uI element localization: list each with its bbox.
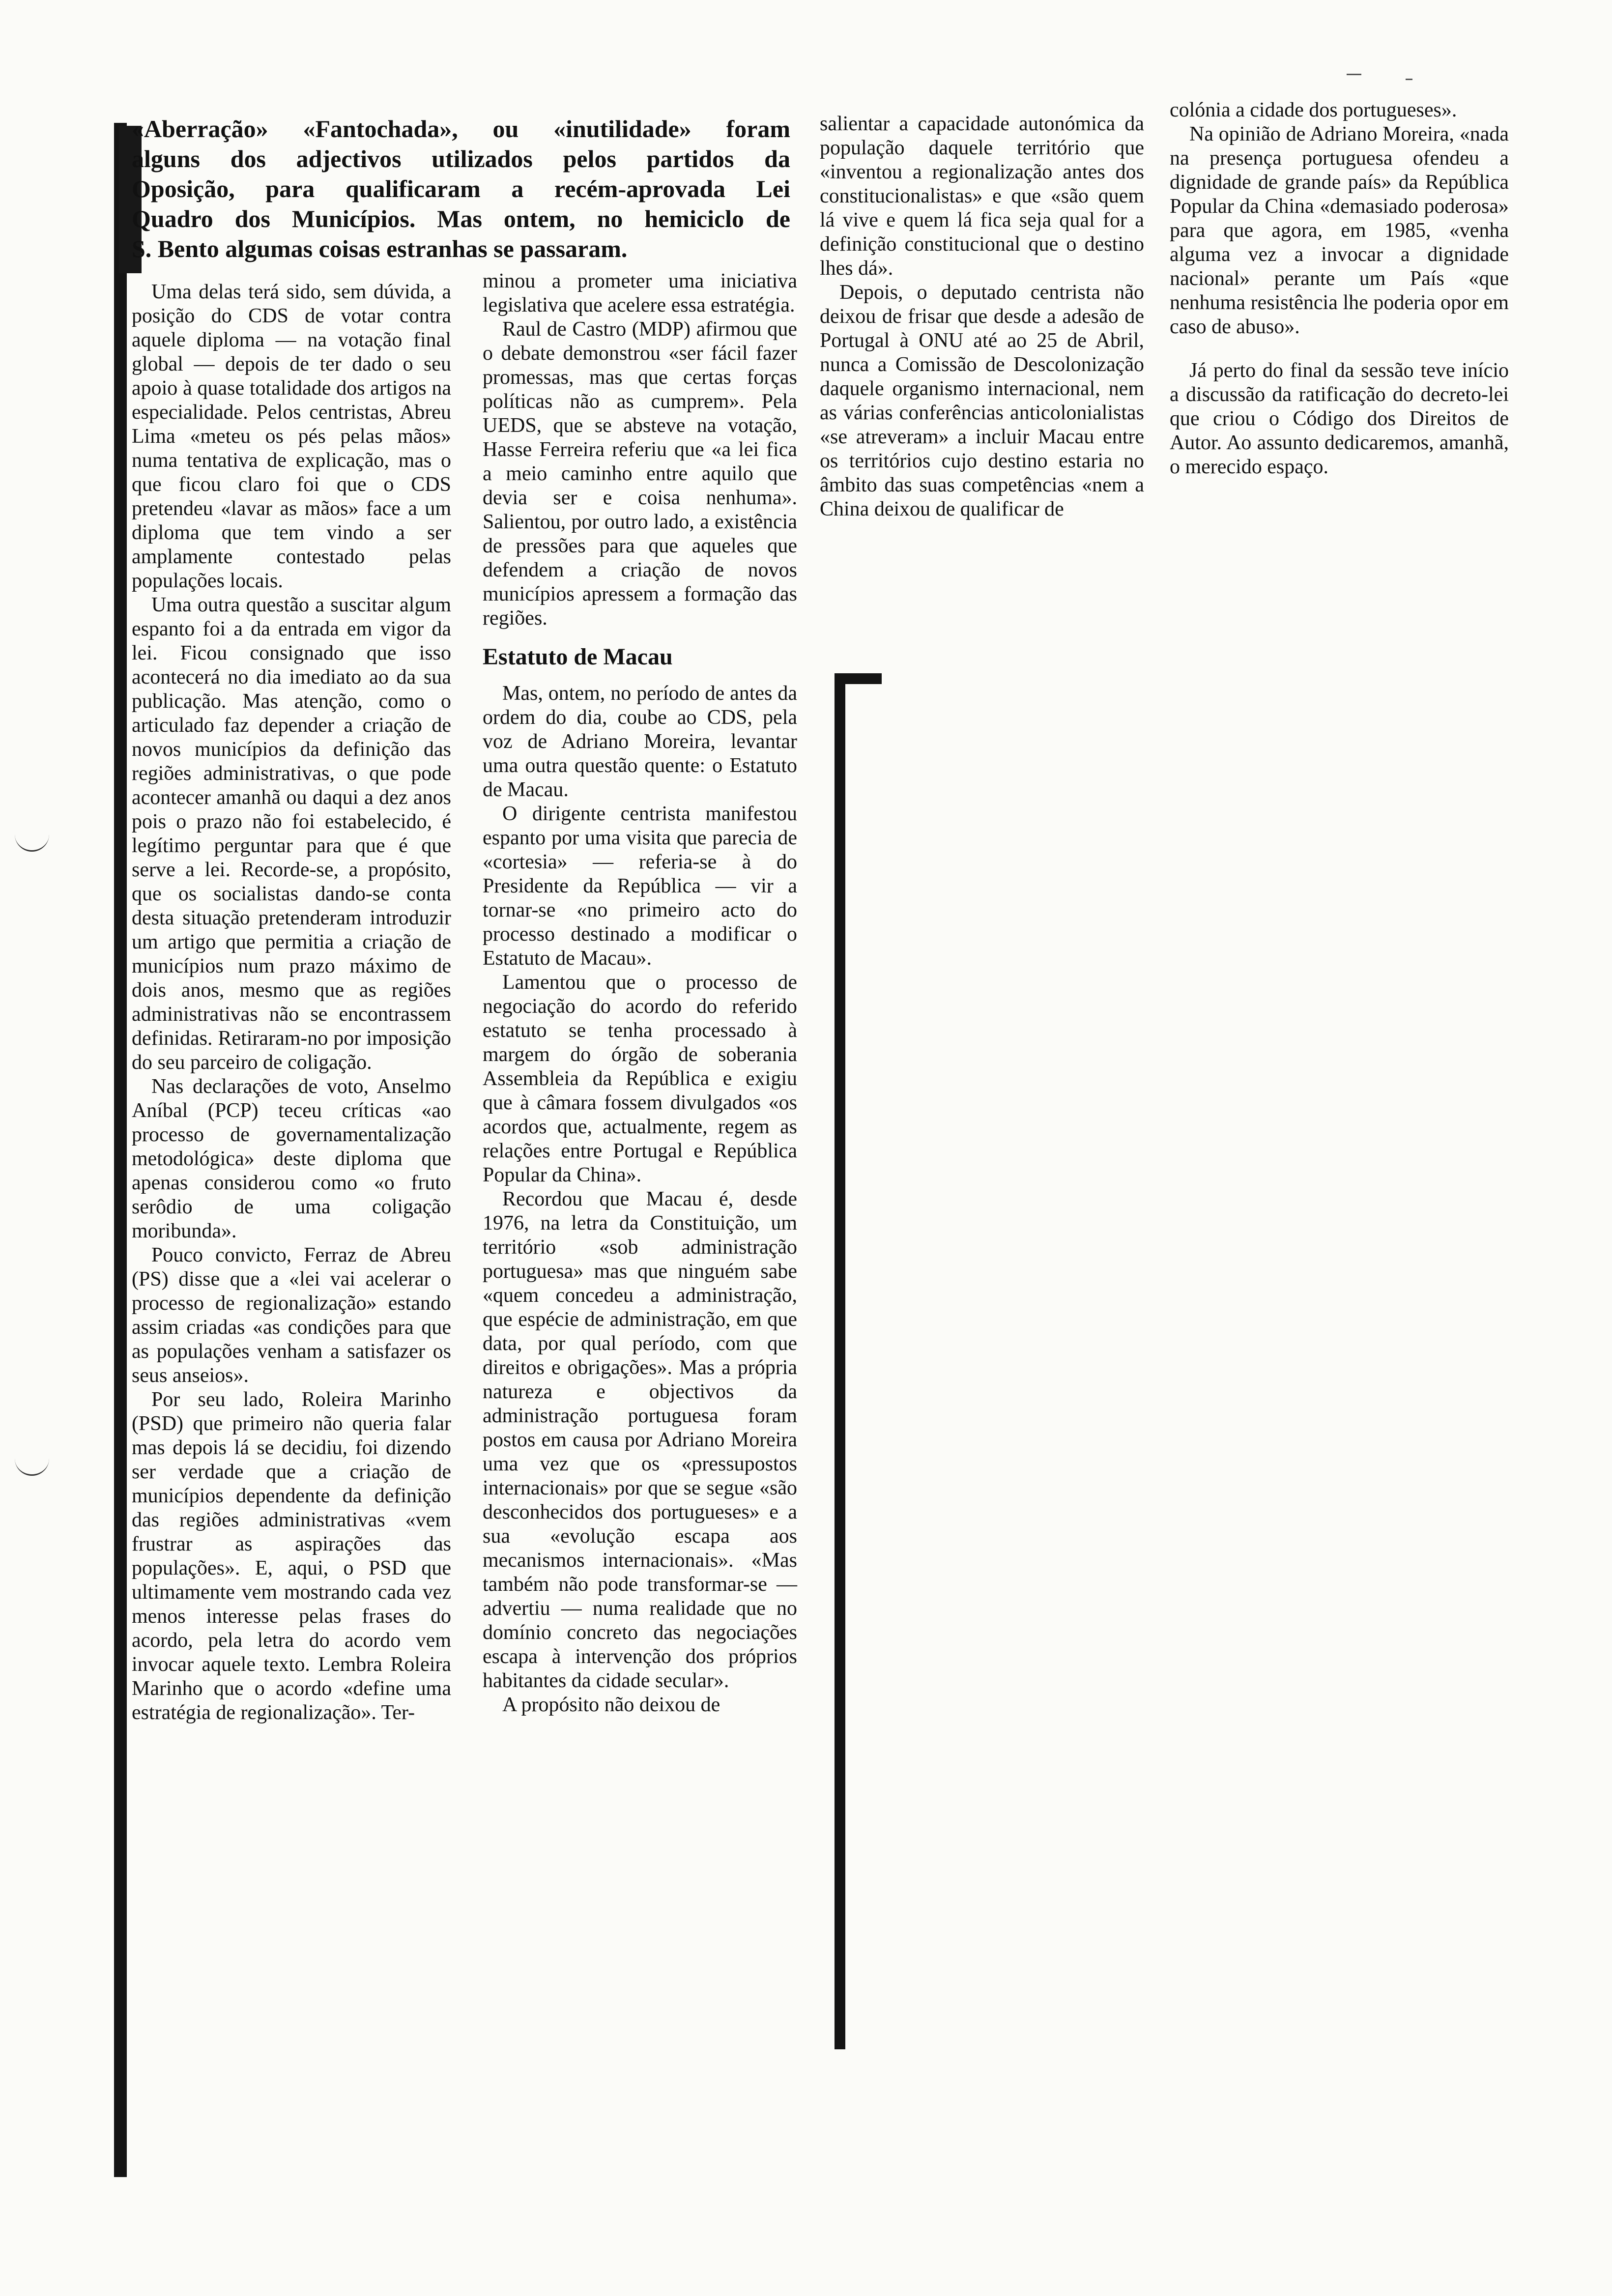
lead-line: S. Bento algumas coisas estranhas se passaram. [132, 235, 628, 262]
paragraph: Por seu lado, Roleira Marinho (PSD) que primeiro não queria falar mas depois lá se decidiu, foi dizendo ser verdade que a criação de municípios dependente da definição das regiões administrativas «vem frustrar as aspirações das populações». E, aqui, o PSD que ultimamente vem mostrando cada vez menos interesse pelas frases do acordo, pela letra do acordo vem invocar aquele texto. Lembra Roleira Marinho que o acordo «define uma estratégia de regionalização». Ter- [132, 1388, 451, 1724]
lead-paragraph [132, 114, 790, 264]
sidebar-rule [835, 673, 845, 2049]
column-1 [132, 280, 451, 1725]
sidebar-rule-top [835, 673, 882, 684]
paragraph: A propósito não deixou de [502, 1693, 720, 1716]
paragraph: minou a prometer uma iniciativa legislativa que acelere essa estratégia. [483, 270, 797, 316]
paragraph: Uma outra questão a suscitar algum espanto foi a da entrada em vigor da lei. Ficou consignado que isso acontecerá no dia imediato ao da sua publicação. Mas atenção, como o articulado faz depender a criação de novos municípios da definição das regiões administrativas, o que pode acontecer amanhã ou daqui a dez anos pois o prazo não foi estabelecido, é legítimo perguntar para que é que serve a lei. Recorde-se, a propósito, que os socialistas dando-se conta desta situação pretenderam introduzir um artigo que permitia a criação de municípios num prazo máximo de dois anos, mesmo que as regiões administrativas não se encontrassem definidas. Retiraram-no por imposição do seu parceiro de coligação. [132, 594, 451, 1074]
column-3 [820, 112, 1144, 521]
paragraph: salientar a capacidade autonómica da população daquele território que «inventou a regionalização antes dos constitucionalistas» e que «são quem lá vive e quem lá fica seja qual for a definição constitucional que o destino lhes dá». [820, 113, 1144, 280]
subheading: Estatuto de Macau [483, 644, 673, 670]
paragraph: Pouco convicto, Ferraz de Abreu (PS) disse que a «lei vai acelerar o processo de regionalização» estando assim criadas «as condições para que as populações venham a satisfazer os seus anseios». [132, 1244, 451, 1387]
paragraph: Uma delas terá sido, sem dúvida, a posição do CDS de votar contra aquele diploma — na votação final global — depois de ter dado o seu apoio à quase totalidade dos artigos na especialidade. Pelos centristas, Abreu Lima «meteu os pés pelas mãos» numa tentativa de explicação, mas o que ficou claro foi que o CDS pretendeu «lavar as mãos» face a um diploma que tem vindo a ser amplamente contestado pelas populações locais. [132, 281, 451, 592]
paragraph: Recordou que Macau é, desde 1976, na letra da Constituição, um território «sob administração portuguesa» mas que ninguém sabe «quem concedeu a administração, que espécie de administração, em que data, por qual período, com que direitos e obrigações». Mas a própria natureza e objectivos da administração portuguesa foram postos em causa por Adriano Moreira uma vez que os «pressupostos internacionais» por que se segue «são desconhecidos dos portugueses» e a sua «evolução escapa aos mecanismos internacionais». «Mas também não pode transformar-se — advertiu — numa realidade que no domínio concreto das negociações escapa à intervenção dos próprios habitantes da cidade secular». [483, 1188, 797, 1692]
lead-rule [114, 123, 127, 2177]
paragraph: colónia a cidade dos portugueses». [1170, 99, 1457, 121]
paragraph: Raul de Castro (MDP) afirmou que o debate demonstrou «ser fácil fazer promessas, mas que certas forças políticas não as cumprem». Pela UEDS, que se absteve na votação, Hasse Ferreira referiu que «a lei fica a meio caminho entre aquilo que devia ser e coisa nenhuma». Salientou, por outro lado, a existência de pressões para que aqueles que defendem a criação de novos municípios apressem a formação das regiões. [483, 318, 797, 630]
punch-hole-mark [15, 831, 49, 852]
lead-line: «Aberração» «Fantochada», ou «inutilidade» foram [132, 115, 790, 143]
punch-hole-mark [15, 1455, 49, 1476]
paragraph: Lamentou que o processo de negociação do acordo do referido estatuto se tenha processado à margem do órgão de soberania Assembleia da República e exigiu que à câmara fossem divulgados «os acordos que, actualmente, regem as relações entre Portugal e República Popular da China». [483, 971, 797, 1186]
lead-line: alguns dos adjectivos utilizados pelos partidos da [132, 145, 790, 172]
paragraph: Na opinião de Adriano Moreira, «nada na presença portuguesa ofendeu a dignidade de grande país» da República Popular da China «demasiado poderosa» para que agora, em 1985, «venha alguma vez a invocar a dignidade nacional» perante um País «que nenhuma resistência lhe poderia opor em caso de abuso». [1170, 123, 1509, 338]
lead-line: Oposição, para qualificaram a recém-aprovada Lei [132, 175, 790, 202]
column-4 [1170, 98, 1509, 479]
scan-speck [1347, 74, 1361, 75]
paragraph: Nas declarações de voto, Anselmo Aníbal (PCP) teceu críticas «ao processo de governamentalização metodológica» deste diploma que apenas considerou como «o fruto serôdio de uma coligação moribunda». [132, 1075, 451, 1242]
scan-speck [1406, 79, 1412, 80]
paragraph: Mas, ontem, no período de antes da ordem do dia, coube ao CDS, pela voz de Adriano Moreira, levantar uma outra questão quente: o Estatuto de Macau. [483, 682, 797, 801]
paragraph: Depois, o deputado centrista não deixou de frisar que desde a adesão de Portugal à ONU até ao 25 de Abril, nunca a Comissão de Descolonização daquele organismo internacional, nem as várias conferências anticolonialistas «se atreveram» a incluir Macau entre os territórios cujo destino estaria no âmbito das suas competências «nem a China deixou de qualificar de [820, 281, 1144, 520]
paragraph: Já perto do final da sessão teve início a discussão da ratificação do decreto-lei que criou o Código dos Direitos de Autor. Ao assunto dedicaremos, amanhã, o merecido espaço. [1170, 359, 1509, 478]
lead-line: Quadro dos Municípios. Mas ontem, no hemiciclo de [132, 205, 790, 232]
column-2 [483, 269, 797, 1717]
paragraph: O dirigente centrista manifestou espanto por uma visita que parecia de «cortesia» — referia-se à do Presidente da República — vir a tornar-se «no primeiro acto do processo destinado a modificar o Estatuto de Macau». [483, 803, 797, 970]
